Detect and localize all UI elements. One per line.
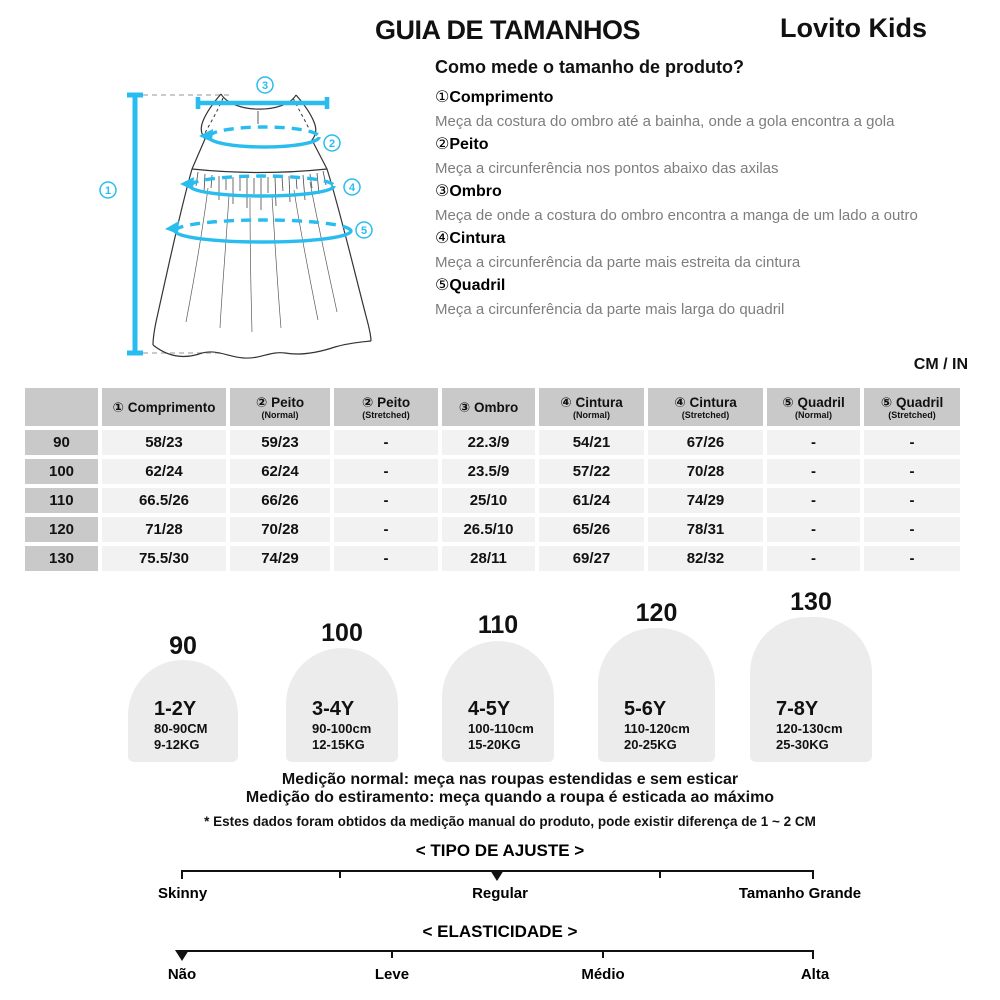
cell: 57/22	[539, 459, 644, 484]
age-range: 1-2Y	[154, 698, 197, 720]
marker-5-hip	[356, 222, 372, 238]
cell: 74/29	[648, 488, 763, 513]
elasticity-scale	[150, 913, 870, 985]
table-row	[25, 517, 960, 542]
howto-list	[435, 86, 993, 321]
cell: -	[767, 517, 860, 542]
weight-range: 15-20KG	[468, 737, 521, 752]
cell: 26.5/10	[442, 517, 535, 542]
note-disclaimer: * Estes dados foram obtidos da medição manual do produto, pode existir diferença de 1 ~ 2 CM	[204, 814, 816, 829]
size-card-110	[442, 641, 554, 762]
fit-scale-title: < TIPO DE AJUSTE >	[415, 841, 585, 860]
page-title: GUIA DE TAMANHOS	[375, 15, 640, 45]
note-stretch-measure: Medição do estiramento: meça quando a roupa é esticada ao máximo	[245, 789, 775, 806]
col-header-comprimento: ① Comprimento	[102, 388, 226, 426]
length-ruler	[127, 95, 143, 353]
note-normal-measure: Medição normal: meça nas roupas estendidas e sem esticar	[281, 771, 739, 788]
fit-label-tamanho-grande: Tamanho Grande	[738, 885, 862, 902]
size-card-120	[598, 628, 715, 762]
cell: 75.5/30	[102, 546, 226, 571]
cell: 28/11	[442, 546, 535, 571]
marker-4-waist	[344, 179, 360, 195]
marker-1-length	[100, 182, 116, 198]
fit-type-scale	[150, 838, 870, 904]
size-card-number: 130	[790, 588, 832, 616]
cell: 22.3/9	[442, 430, 535, 455]
howto-desc: Meça a circunferência da parte mais larga do quadril	[435, 301, 785, 318]
elasticity-label-nao: Não	[167, 966, 197, 983]
cell: 74/29	[230, 546, 330, 571]
marker-3-shoulder	[257, 77, 273, 93]
row-size: 120	[25, 517, 98, 542]
svg-text:1: 1	[104, 185, 112, 197]
elasticity-scale-line	[182, 951, 813, 959]
hip-measure-ellipse	[165, 220, 351, 242]
height-range: 80-90CM	[154, 721, 208, 736]
col-header-peito-stretched: ② Peito (Stretched)	[334, 388, 438, 426]
col-header-cintura-normal: ④ Cintura (Normal)	[539, 388, 644, 426]
cell: -	[334, 517, 438, 542]
cell: 61/24	[539, 488, 644, 513]
item-number: ⑤	[435, 277, 450, 294]
cell: 23.5/9	[442, 459, 535, 484]
size-card-number: 110	[477, 611, 519, 639]
weight-range: 12-15KG	[312, 737, 365, 752]
cell: -	[334, 459, 438, 484]
item-number: ④	[435, 230, 450, 247]
item-number: ①	[435, 89, 450, 106]
cell: 78/31	[648, 517, 763, 542]
howto-item-peito	[435, 133, 993, 157]
howto-title: Como mede o tamanho de produto?	[435, 57, 744, 77]
elasticity-label-leve: Leve	[374, 966, 410, 983]
howto-item-cintura	[435, 227, 993, 251]
cell: 69/27	[539, 546, 644, 571]
cell: 25/10	[442, 488, 535, 513]
cell: 54/21	[539, 430, 644, 455]
size-card-number: 100	[321, 619, 363, 647]
cell: -	[864, 459, 960, 484]
skirt-folds	[186, 182, 337, 332]
howto-item-comprimento	[435, 86, 993, 110]
dress-outline	[153, 94, 371, 358]
cell: 71/28	[102, 517, 226, 542]
item-label: Comprimento	[449, 89, 554, 106]
cell: -	[864, 546, 960, 571]
age-range: 4-5Y	[468, 698, 511, 720]
size-card-90	[128, 660, 238, 762]
brand-logo: Lovito Kids	[780, 13, 927, 43]
svg-text:2: 2	[328, 138, 336, 150]
item-label: Ombro	[449, 183, 502, 200]
elasticity-label-alta: Alta	[800, 966, 830, 983]
age-range: 7-8Y	[776, 698, 819, 720]
svg-text:4: 4	[348, 182, 356, 194]
cell: 82/32	[648, 546, 763, 571]
table-row	[25, 546, 960, 571]
size-card-130	[750, 617, 872, 762]
cell: -	[767, 459, 860, 484]
cell: 62/24	[102, 459, 226, 484]
table-row	[25, 488, 960, 513]
col-header-peito-normal: ② Peito (Normal)	[230, 388, 330, 426]
weight-range: 20-25KG	[624, 737, 677, 752]
height-range: 90-100cm	[312, 721, 372, 736]
row-size: 110	[25, 488, 98, 513]
elasticity-scale-title: < ELASTICIDADE >	[422, 922, 578, 941]
svg-text:3: 3	[261, 80, 269, 92]
howto-desc: Meça a circunferência da parte mais estreita da cintura	[435, 254, 801, 271]
height-range: 110-120cm	[624, 721, 690, 736]
col-header-quadril-normal: ⑤ Quadril (Normal)	[767, 388, 860, 426]
cell: -	[767, 488, 860, 513]
cell: 66/26	[230, 488, 330, 513]
cell: 58/23	[102, 430, 226, 455]
cell: 66.5/26	[102, 488, 226, 513]
cell: -	[864, 488, 960, 513]
howto-desc: Meça da costura do ombro até a bainha, onde a gola encontra a gola	[435, 113, 895, 130]
howto-desc: Meça de onde a costura do ombro encontra a manga de um lado a outro	[435, 207, 918, 224]
item-label: Cintura	[449, 230, 506, 247]
col-header-quadril-stretched: ⑤ Quadril (Stretched)	[864, 388, 960, 426]
marker-2-chest	[324, 135, 340, 151]
cell: -	[864, 517, 960, 542]
cell: 59/23	[230, 430, 330, 455]
age-range: 5-6Y	[624, 698, 667, 720]
size-table	[21, 384, 964, 575]
howto-desc: Meça a circunferência nos pontos abaixo das axilas	[435, 160, 779, 177]
cell: 62/24	[230, 459, 330, 484]
height-range: 120-130cm	[776, 721, 843, 736]
table-row	[25, 430, 960, 455]
cell: 70/28	[230, 517, 330, 542]
howto-item-quadril	[435, 274, 993, 298]
cell: 65/26	[539, 517, 644, 542]
size-card-number: 120	[635, 599, 678, 627]
cell: -	[334, 430, 438, 455]
height-range: 100-110cm	[468, 721, 534, 736]
fit-pointer-icon	[490, 870, 504, 881]
age-range: 3-4Y	[312, 698, 355, 720]
item-label: Peito	[449, 136, 489, 153]
weight-range: 9-12KG	[154, 737, 200, 752]
elasticity-label-medio: Médio	[581, 966, 625, 983]
chest-measure-ellipse	[199, 127, 319, 147]
cell: -	[334, 546, 438, 571]
col-header-cintura-stretched: ④ Cintura (Stretched)	[648, 388, 763, 426]
col-header-ombro: ③ Ombro	[442, 388, 535, 426]
item-label: Quadril	[449, 277, 506, 294]
table-header-row	[25, 388, 960, 426]
fit-label-skinny: Skinny	[158, 885, 208, 902]
row-size: 130	[25, 546, 98, 571]
size-card-100	[286, 648, 398, 762]
cell: -	[864, 430, 960, 455]
dress-measurement-diagram	[80, 70, 410, 380]
howto-item-ombro	[435, 180, 993, 204]
item-number: ②	[435, 136, 450, 153]
elasticity-pointer-icon	[175, 950, 189, 961]
row-size: 90	[25, 430, 98, 455]
cell: -	[767, 546, 860, 571]
weight-range: 25-30KG	[776, 737, 829, 752]
table-row	[25, 459, 960, 484]
svg-text:5: 5	[360, 225, 368, 237]
row-size: 100	[25, 459, 98, 484]
unit-label: CM / IN	[913, 356, 968, 373]
cell: -	[767, 430, 860, 455]
fit-label-regular: Regular	[472, 885, 528, 902]
size-card-number: 90	[169, 632, 197, 660]
corner-cell	[25, 388, 98, 426]
cell: 70/28	[648, 459, 763, 484]
cell: 67/26	[648, 430, 763, 455]
cell: -	[334, 488, 438, 513]
item-number: ③	[435, 183, 450, 200]
